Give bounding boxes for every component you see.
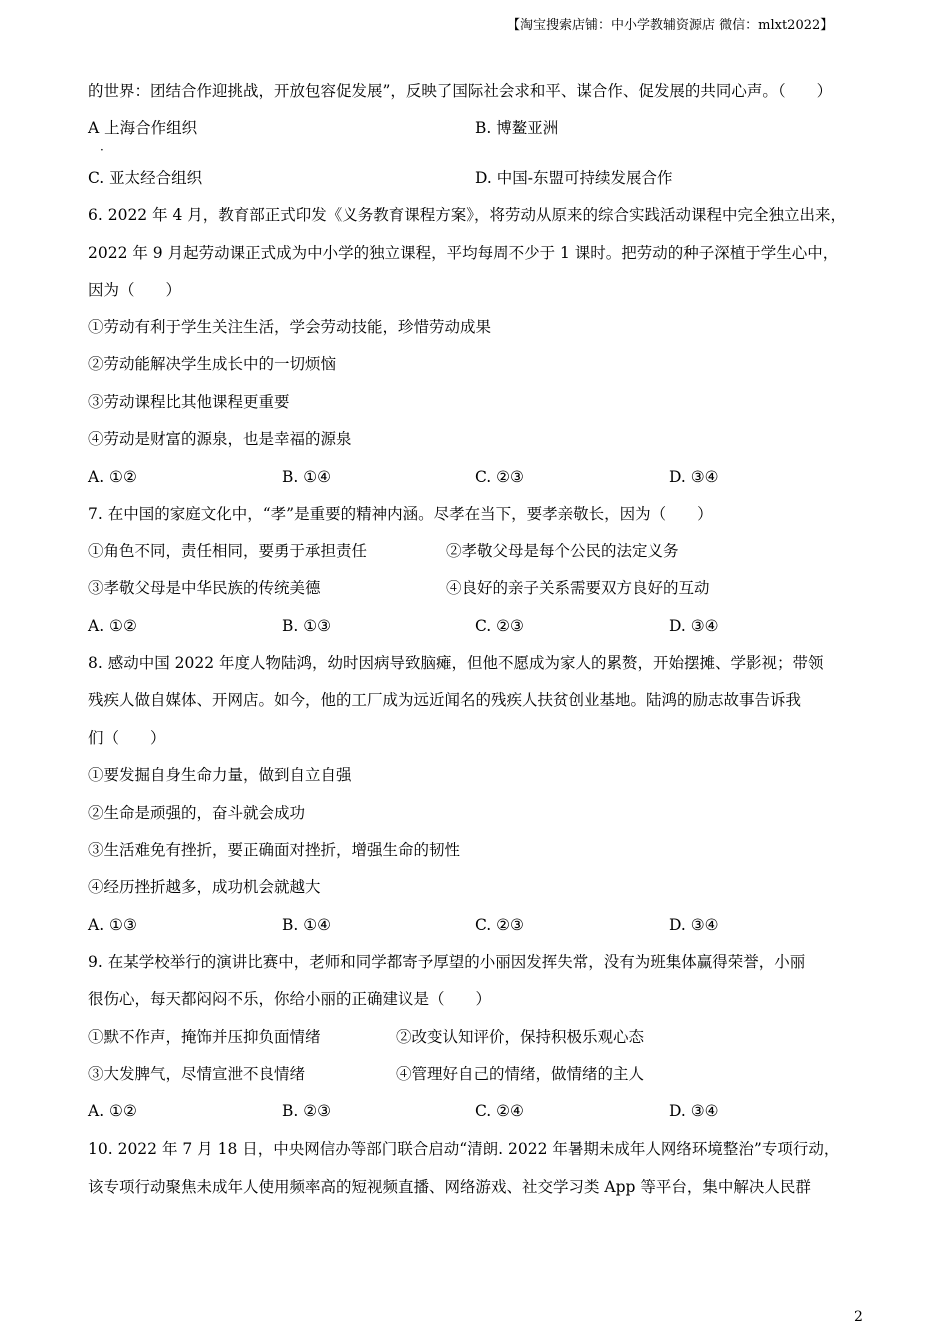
q7-option-d: D. ③④	[669, 617, 719, 635]
q9-item-2: ②改变认知评价，保持积极乐观心态	[396, 1028, 645, 1046]
q9-item-4: ④管理好自己的情绪，做情绪的主人	[396, 1065, 645, 1083]
q7-option-b: B. ①③	[282, 617, 332, 635]
q9-stem-line-2: 很伤心，每天都闷闷不乐，你给小丽的正确建议是（ ）	[88, 990, 492, 1008]
q9-item-3: ③大发脾气，尽情宣泄不良情绪	[88, 1065, 306, 1083]
q7-stem: 7. 在中国的家庭文化中，“孝”是重要的精神内涵。尽孝在当下，要孝亲敬长，因为（ ）	[88, 505, 713, 523]
q8-stem-line-3: 们（ ）	[88, 729, 166, 747]
q5-stem-tail: 的世界：团结合作迎挑战，开放包容促发展”，反映了国际社会求和平、谋合作、促发展的共同心声。（ ）	[88, 82, 833, 100]
q7-option-c: C. ②③	[475, 617, 524, 635]
q9-stem-line-1: 9. 在某学校举行的演讲比赛中，老师和同学都寄予厚望的小丽因发挥失常，没有为班集体赢得荣誉，小丽	[88, 953, 806, 971]
q6-option-c: C. ②③	[475, 468, 524, 486]
q8-option-b: B. ①④	[282, 916, 332, 934]
q6-item-4: ④劳动是财富的源泉，也是幸福的源泉	[88, 430, 352, 448]
q9-item-1: ①默不作声，掩饰并压抑负面情绪	[88, 1028, 321, 1046]
q7-item-1: ①角色不同，责任相同，要勇于承担责任	[88, 542, 368, 560]
q7-item-2: ②孝敬父母是每个公民的法定义务	[446, 542, 679, 560]
q5-option-a: A 上海合作组织	[88, 119, 198, 137]
q5-option-d: D. 中国-东盟可持续发展合作	[475, 169, 673, 187]
page-number: 2	[854, 1309, 863, 1325]
q6-item-1: ①劳动有利于学生关注生活，学会劳动技能，珍惜劳动成果	[88, 318, 492, 336]
q8-item-3: ③生活难免有挫折，要正确面对挫折，增强生命的韧性	[88, 841, 461, 859]
q6-option-b: B. ①④	[282, 468, 332, 486]
q9-option-c: C. ②④	[475, 1102, 524, 1120]
q7-item-4: ④良好的亲子关系需要双方良好的互动	[446, 579, 710, 597]
q7-item-3: ③孝敬父母是中华民族的传统美德	[88, 579, 321, 597]
q8-option-d: D. ③④	[669, 916, 719, 934]
q8-stem-line-1: 8. 感动中国 2022 年度人物陆鸿，幼时因病导致脑瘫，但他不愿成为家人的累赘，开始摆摊、学影视；带领	[88, 654, 824, 672]
q6-item-3: ③劳动课程比其他课程更重要	[88, 393, 290, 411]
q6-option-d: D. ③④	[669, 468, 719, 486]
q8-item-4: ④经历挫折越多，成功机会就越大	[88, 878, 321, 896]
q9-option-a: A. ①②	[88, 1102, 137, 1120]
decorative-dot: ·	[100, 143, 104, 157]
q10-stem-line-2: 该专项行动聚焦未成年人使用频率高的短视频直播、网络游戏、社交学习类 App 等平台，集中解决人民群	[88, 1178, 811, 1196]
q9-option-d: D. ③④	[669, 1102, 719, 1120]
q6-option-a: A. ①②	[88, 468, 137, 486]
q8-item-1: ①要发掘自身生命力量，做到自立自强	[88, 766, 352, 784]
q7-option-a: A. ①②	[88, 617, 137, 635]
q10-stem-line-1: 10. 2022 年 7 月 18 日，中央网信办等部门联合启动“清朗. 2022 年暑期未成年人网络环境整治”专项行动，	[88, 1140, 840, 1158]
q8-option-a: A. ①③	[88, 916, 137, 934]
q6-stem-line-3: 因为（ ）	[88, 281, 182, 299]
page-header-watermark: 【淘宝搜索店铺：中小学教辅资源店 微信：mlxt2022】	[507, 18, 834, 33]
q6-stem-line-2: 2022 年 9 月起劳动课正式成为中小学的独立课程，平均每周不少于 1 课时。把劳动的种子深植于学生心中，	[88, 244, 839, 262]
q6-stem-line-1: 6. 2022 年 4 月，教育部正式印发《义务教育课程方案》，将劳动从原来的综合实践活动课程中完全独立出来，	[88, 206, 847, 224]
q5-option-b: B. 博鳌亚洲	[475, 119, 559, 137]
q9-option-b: B. ②③	[282, 1102, 332, 1120]
q8-item-2: ②生命是顽强的，奋斗就会成功	[88, 804, 306, 822]
q8-option-c: C. ②③	[475, 916, 524, 934]
q8-stem-line-2: 残疾人做自媒体、开网店。如今，他的工厂成为远近闻名的残疾人扶贫创业基地。陆鸿的励志故事告诉我	[88, 691, 802, 709]
q6-item-2: ②劳动能解决学生成长中的一切烦恼	[88, 355, 337, 373]
q5-option-c: C. 亚太经合组织	[88, 169, 203, 187]
